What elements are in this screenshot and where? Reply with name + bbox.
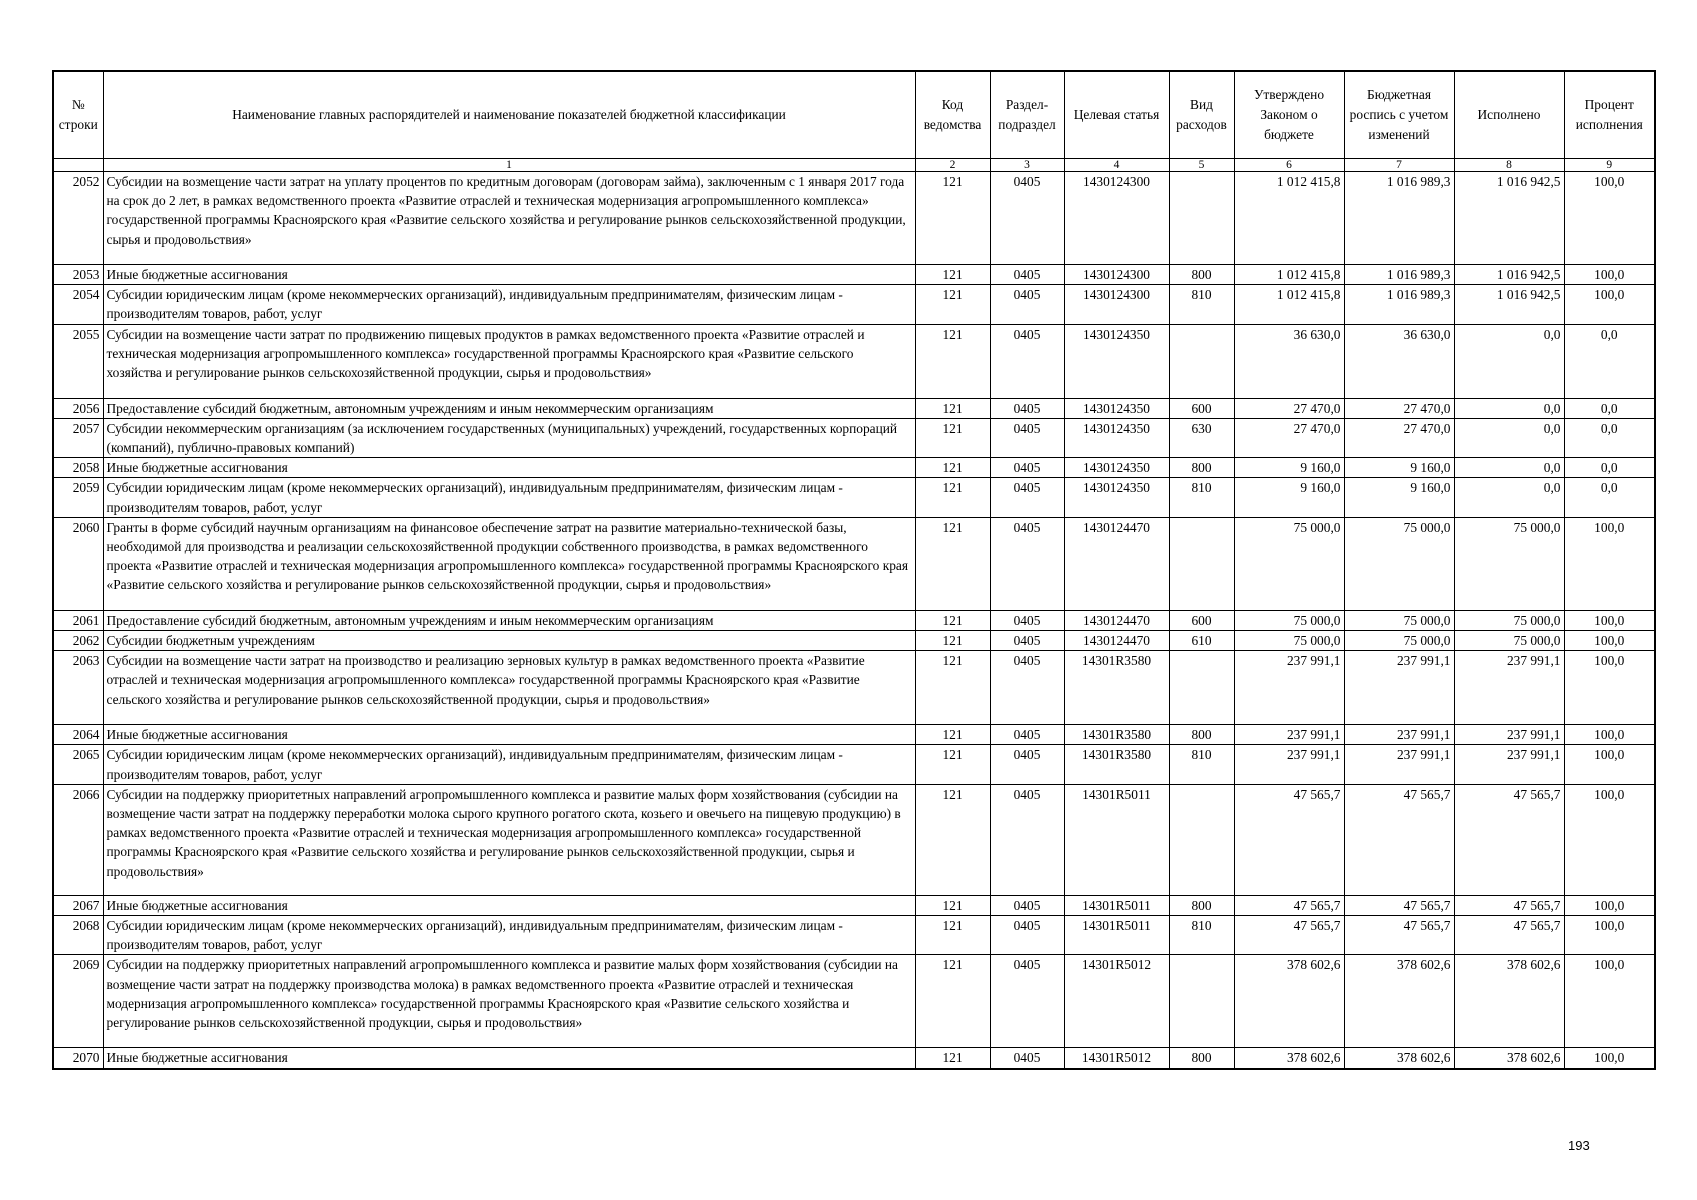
percent-cell: 100,0 <box>1564 265 1655 285</box>
dept-code-cell: 121 <box>915 517 990 610</box>
dept-code-cell: 121 <box>915 784 990 895</box>
header-row-number: № строки <box>53 71 103 159</box>
approved-cell: 378 602,6 <box>1234 955 1344 1048</box>
executed-cell: 75 000,0 <box>1454 631 1564 651</box>
approved-cell: 9 160,0 <box>1234 458 1344 478</box>
table-row <box>53 478 1655 517</box>
executed-cell: 0,0 <box>1454 324 1564 398</box>
name-cell: Иные бюджетные ассигнования <box>103 1048 915 1069</box>
expense-kind-cell: 810 <box>1169 478 1234 517</box>
header-target-article: Целевая статья <box>1064 71 1169 159</box>
row-number-cell: 2067 <box>53 895 103 915</box>
executed-cell: 1 016 942,5 <box>1454 265 1564 285</box>
row-number-cell: 2054 <box>53 285 103 324</box>
dept-code-cell: 121 <box>915 895 990 915</box>
dept-code-cell: 121 <box>915 725 990 745</box>
header-percent: Процент исполнения <box>1564 71 1655 159</box>
target-article-cell: 14301R5011 <box>1064 916 1169 955</box>
target-article-cell: 1430124470 <box>1064 610 1169 630</box>
name-cell: Иные бюджетные ассигнования <box>103 265 915 285</box>
executed-cell: 0,0 <box>1454 418 1564 457</box>
executed-cell: 0,0 <box>1454 478 1564 517</box>
approved-cell: 27 470,0 <box>1234 418 1344 457</box>
percent-cell: 0,0 <box>1564 324 1655 398</box>
executed-cell: 378 602,6 <box>1454 1048 1564 1069</box>
schedule-cell: 47 565,7 <box>1344 895 1454 915</box>
target-article-cell: 14301R5011 <box>1064 895 1169 915</box>
column-number: 6 <box>1234 159 1344 172</box>
row-number-cell: 2052 <box>53 172 103 265</box>
percent-cell: 100,0 <box>1564 784 1655 895</box>
percent-cell: 100,0 <box>1564 895 1655 915</box>
header-schedule: Бюджетная роспись с учетом изменений <box>1344 71 1454 159</box>
dept-code-cell: 121 <box>915 398 990 418</box>
schedule-cell: 47 565,7 <box>1344 916 1454 955</box>
schedule-cell: 237 991,1 <box>1344 725 1454 745</box>
section-cell: 0405 <box>990 324 1064 398</box>
approved-cell: 47 565,7 <box>1234 784 1344 895</box>
section-cell: 0405 <box>990 265 1064 285</box>
column-number: 9 <box>1564 159 1655 172</box>
section-cell: 0405 <box>990 285 1064 324</box>
percent-cell: 100,0 <box>1564 916 1655 955</box>
dept-code-cell: 121 <box>915 478 990 517</box>
percent-cell: 100,0 <box>1564 610 1655 630</box>
section-cell: 0405 <box>990 398 1064 418</box>
section-cell: 0405 <box>990 517 1064 610</box>
executed-cell: 47 565,7 <box>1454 916 1564 955</box>
executed-cell: 47 565,7 <box>1454 895 1564 915</box>
header-executed: Исполнено <box>1454 71 1564 159</box>
row-number-cell: 2070 <box>53 1048 103 1069</box>
expense-kind-cell <box>1169 172 1234 265</box>
section-cell: 0405 <box>990 651 1064 725</box>
row-number-cell: 2058 <box>53 458 103 478</box>
schedule-cell: 75 000,0 <box>1344 517 1454 610</box>
name-cell: Предоставление субсидий бюджетным, автономным учреждениям и иным некоммерческим организациям <box>103 610 915 630</box>
row-number-cell: 2069 <box>53 955 103 1048</box>
dept-code-cell: 121 <box>915 916 990 955</box>
target-article-cell: 1430124350 <box>1064 398 1169 418</box>
target-article-cell: 14301R3580 <box>1064 725 1169 745</box>
budget-table <box>52 70 1656 1070</box>
table-row <box>53 631 1655 651</box>
executed-cell: 0,0 <box>1454 398 1564 418</box>
target-article-cell: 1430124470 <box>1064 517 1169 610</box>
target-article-cell: 14301R5012 <box>1064 955 1169 1048</box>
schedule-cell: 27 470,0 <box>1344 418 1454 457</box>
section-cell: 0405 <box>990 745 1064 784</box>
name-cell: Иные бюджетные ассигнования <box>103 725 915 745</box>
name-cell: Субсидии на поддержку приоритетных направлений агропромышленного комплекса и развитие малых форм хозяйствования (субсидии на возмещение части затрат на поддержку переработки молока сырого крупного рогатого скота, козьего и овечьего на пищевую продукцию) в рамках ведомственного проекта «Развитие отраслей и техническая модернизация агропромышленного комплекса» государственной программы Красноярского края «Развитие сельского хозяйства и регулирование рынков сельскохозяйственной продукции, сырья и продовольствия» <box>103 784 915 895</box>
column-number: 8 <box>1454 159 1564 172</box>
expense-kind-cell: 810 <box>1169 285 1234 324</box>
column-number: 3 <box>990 159 1064 172</box>
row-number-cell: 2064 <box>53 725 103 745</box>
dept-code-cell: 121 <box>915 745 990 784</box>
expense-kind-cell <box>1169 651 1234 725</box>
section-cell: 0405 <box>990 418 1064 457</box>
expense-kind-cell: 600 <box>1169 398 1234 418</box>
approved-cell: 75 000,0 <box>1234 517 1344 610</box>
header-name: Наименование главных распорядителей и наименование показателей бюджетной классификации <box>103 71 915 159</box>
executed-cell: 237 991,1 <box>1454 725 1564 745</box>
column-number: 2 <box>915 159 990 172</box>
name-cell: Субсидии на возмещение части затрат на производство и реализацию зерновых культур в рамках ведомственного проекта «Развитие отраслей и техническая модернизация агропромышленного комплекса» государственной программы Красноярского края «Развитие сельского хозяйства и регулирование рынков сельскохозяйственной продукции, сырья и продовольствия» <box>103 651 915 725</box>
table-row <box>53 745 1655 784</box>
schedule-cell: 36 630,0 <box>1344 324 1454 398</box>
table-row <box>53 651 1655 725</box>
page-number: 193 <box>1568 1138 1590 1153</box>
table-row <box>53 398 1655 418</box>
section-cell: 0405 <box>990 784 1064 895</box>
percent-cell: 100,0 <box>1564 725 1655 745</box>
schedule-cell: 1 016 989,3 <box>1344 285 1454 324</box>
section-cell: 0405 <box>990 725 1064 745</box>
header-approved: Утверждено Законом о бюджете <box>1234 71 1344 159</box>
expense-kind-cell: 800 <box>1169 458 1234 478</box>
table-row <box>53 1048 1655 1069</box>
percent-cell: 100,0 <box>1564 172 1655 265</box>
row-number-cell: 2057 <box>53 418 103 457</box>
table-row <box>53 725 1655 745</box>
name-cell: Субсидии на возмещение части затрат по продвижению пищевых продуктов в рамках ведомственного проекта «Развитие отраслей и техническая модернизация агропромышленного комплекса» государственной программы Красноярского края «Развитие сельского хозяйства и регулирование рынков сельскохозяйственной продукции, сырья и продовольствия» <box>103 324 915 398</box>
expense-kind-cell <box>1169 324 1234 398</box>
name-cell: Субсидии на возмещение части затрат на уплату процентов по кредитным договорам (договорам займа), заключенным с 1 января 2017 года на срок до 2 лет, в рамках ведомственного проекта «Развитие отраслей и техническая модернизация агропромышленного комплекса» государственной программы Красноярского края «Развитие сельского хозяйства и регулирование рынков сельскохозяйственной продукции, сырья и продовольствия» <box>103 172 915 265</box>
table-row <box>53 265 1655 285</box>
name-cell: Субсидии некоммерческим организациям (за исключением государственных (муниципальных) учреждений, государственных корпораций (компаний), публично-правовых компаний) <box>103 418 915 457</box>
expense-kind-cell <box>1169 784 1234 895</box>
executed-cell: 75 000,0 <box>1454 517 1564 610</box>
dept-code-cell: 121 <box>915 324 990 398</box>
section-cell: 0405 <box>990 631 1064 651</box>
schedule-cell: 9 160,0 <box>1344 478 1454 517</box>
percent-cell: 100,0 <box>1564 1048 1655 1069</box>
target-article-cell: 14301R5011 <box>1064 784 1169 895</box>
dept-code-cell: 121 <box>915 458 990 478</box>
row-number-cell: 2062 <box>53 631 103 651</box>
executed-cell: 1 016 942,5 <box>1454 172 1564 265</box>
target-article-cell: 14301R3580 <box>1064 651 1169 725</box>
target-article-cell: 1430124350 <box>1064 418 1169 457</box>
dept-code-cell: 121 <box>915 631 990 651</box>
header-row <box>53 71 1655 159</box>
percent-cell: 0,0 <box>1564 398 1655 418</box>
target-article-cell: 1430124350 <box>1064 478 1169 517</box>
percent-cell: 0,0 <box>1564 478 1655 517</box>
expense-kind-cell: 600 <box>1169 610 1234 630</box>
target-article-cell: 1430124350 <box>1064 458 1169 478</box>
approved-cell: 9 160,0 <box>1234 478 1344 517</box>
table-row <box>53 517 1655 610</box>
table-row <box>53 895 1655 915</box>
target-article-cell: 1430124300 <box>1064 285 1169 324</box>
schedule-cell: 237 991,1 <box>1344 651 1454 725</box>
schedule-cell: 75 000,0 <box>1344 631 1454 651</box>
target-article-cell: 14301R3580 <box>1064 745 1169 784</box>
name-cell: Предоставление субсидий бюджетным, автономным учреждениям и иным некоммерческим организациям <box>103 398 915 418</box>
row-number-cell: 2056 <box>53 398 103 418</box>
row-number-cell: 2063 <box>53 651 103 725</box>
name-cell: Субсидии юридическим лицам (кроме некоммерческих организаций), индивидуальным предпринимателям, физическим лицам - производителям товаров, работ, услуг <box>103 745 915 784</box>
section-cell: 0405 <box>990 458 1064 478</box>
column-number-row <box>53 159 1655 172</box>
name-cell: Субсидии юридическим лицам (кроме некоммерческих организаций), индивидуальным предпринимателям, физическим лицам - производителям товаров, работ, услуг <box>103 478 915 517</box>
approved-cell: 75 000,0 <box>1234 610 1344 630</box>
schedule-cell: 75 000,0 <box>1344 610 1454 630</box>
target-article-cell: 1430124300 <box>1064 265 1169 285</box>
name-cell: Гранты в форме субсидий научным организациям на финансовое обеспечение затрат на развитие материально-технической базы, необходимой для производства и реализации сельскохозяйственной продукции собственного производства, в рамках ведомственного проекта «Развитие отраслей и техническая модернизация агропромышленного комплекса» государственной программы Красноярского края «Развитие сельского хозяйства и регулирование рынков сельскохозяйственной продукции, сырья и продовольствия» <box>103 517 915 610</box>
percent-cell: 100,0 <box>1564 651 1655 725</box>
executed-cell: 378 602,6 <box>1454 955 1564 1048</box>
table-row <box>53 610 1655 630</box>
target-article-cell: 1430124300 <box>1064 172 1169 265</box>
name-cell: Субсидии юридическим лицам (кроме некоммерческих организаций), индивидуальным предпринимателям, физическим лицам - производителям товаров, работ, услуг <box>103 916 915 955</box>
expense-kind-cell: 810 <box>1169 916 1234 955</box>
executed-cell: 0,0 <box>1454 458 1564 478</box>
row-number-cell: 2055 <box>53 324 103 398</box>
expense-kind-cell: 630 <box>1169 418 1234 457</box>
expense-kind-cell: 810 <box>1169 745 1234 784</box>
dept-code-cell: 121 <box>915 651 990 725</box>
percent-cell: 100,0 <box>1564 631 1655 651</box>
expense-kind-cell: 800 <box>1169 895 1234 915</box>
executed-cell: 237 991,1 <box>1454 745 1564 784</box>
approved-cell: 237 991,1 <box>1234 745 1344 784</box>
executed-cell: 1 016 942,5 <box>1454 285 1564 324</box>
section-cell: 0405 <box>990 478 1064 517</box>
approved-cell: 1 012 415,8 <box>1234 285 1344 324</box>
schedule-cell: 1 016 989,3 <box>1344 172 1454 265</box>
name-cell: Субсидии бюджетным учреждениям <box>103 631 915 651</box>
row-number-cell: 2059 <box>53 478 103 517</box>
approved-cell: 47 565,7 <box>1234 895 1344 915</box>
table-row <box>53 324 1655 398</box>
schedule-cell: 9 160,0 <box>1344 458 1454 478</box>
row-number-cell: 2065 <box>53 745 103 784</box>
dept-code-cell: 121 <box>915 285 990 324</box>
approved-cell: 1 012 415,8 <box>1234 172 1344 265</box>
column-number: 1 <box>103 159 915 172</box>
name-cell: Субсидии юридическим лицам (кроме некоммерческих организаций), индивидуальным предпринимателям, физическим лицам - производителям товаров, работ, услуг <box>103 285 915 324</box>
approved-cell: 47 565,7 <box>1234 916 1344 955</box>
executed-cell: 47 565,7 <box>1454 784 1564 895</box>
section-cell: 0405 <box>990 955 1064 1048</box>
header-expense-kind: Вид расходов <box>1169 71 1234 159</box>
section-cell: 0405 <box>990 610 1064 630</box>
target-article-cell: 1430124470 <box>1064 631 1169 651</box>
column-number: 4 <box>1064 159 1169 172</box>
expense-kind-cell <box>1169 517 1234 610</box>
approved-cell: 237 991,1 <box>1234 651 1344 725</box>
expense-kind-cell: 610 <box>1169 631 1234 651</box>
approved-cell: 237 991,1 <box>1234 725 1344 745</box>
row-number-cell: 2053 <box>53 265 103 285</box>
section-cell: 0405 <box>990 1048 1064 1069</box>
dept-code-cell: 121 <box>915 955 990 1048</box>
table-row <box>53 458 1655 478</box>
table-row <box>53 916 1655 955</box>
approved-cell: 27 470,0 <box>1234 398 1344 418</box>
schedule-cell: 47 565,7 <box>1344 784 1454 895</box>
percent-cell: 0,0 <box>1564 418 1655 457</box>
dept-code-cell: 121 <box>915 610 990 630</box>
table-row <box>53 285 1655 324</box>
approved-cell: 75 000,0 <box>1234 631 1344 651</box>
row-number-cell: 2060 <box>53 517 103 610</box>
header-section: Раздел-подраздел <box>990 71 1064 159</box>
name-cell: Иные бюджетные ассигнования <box>103 458 915 478</box>
expense-kind-cell: 800 <box>1169 265 1234 285</box>
column-number: 7 <box>1344 159 1454 172</box>
percent-cell: 100,0 <box>1564 955 1655 1048</box>
row-number-cell: 2068 <box>53 916 103 955</box>
table-body <box>53 172 1655 1069</box>
dept-code-cell: 121 <box>915 418 990 457</box>
expense-kind-cell: 800 <box>1169 1048 1234 1069</box>
section-cell: 0405 <box>990 172 1064 265</box>
percent-cell: 100,0 <box>1564 285 1655 324</box>
section-cell: 0405 <box>990 895 1064 915</box>
column-number: 5 <box>1169 159 1234 172</box>
expense-kind-cell <box>1169 955 1234 1048</box>
percent-cell: 100,0 <box>1564 517 1655 610</box>
table-row <box>53 418 1655 457</box>
column-number <box>53 159 103 172</box>
target-article-cell: 14301R5012 <box>1064 1048 1169 1069</box>
header-dept-code: Код ведомства <box>915 71 990 159</box>
name-cell: Иные бюджетные ассигнования <box>103 895 915 915</box>
table-row <box>53 172 1655 265</box>
approved-cell: 36 630,0 <box>1234 324 1344 398</box>
section-cell: 0405 <box>990 916 1064 955</box>
schedule-cell: 1 016 989,3 <box>1344 265 1454 285</box>
dept-code-cell: 121 <box>915 172 990 265</box>
approved-cell: 1 012 415,8 <box>1234 265 1344 285</box>
row-number-cell: 2066 <box>53 784 103 895</box>
dept-code-cell: 121 <box>915 1048 990 1069</box>
schedule-cell: 378 602,6 <box>1344 955 1454 1048</box>
approved-cell: 378 602,6 <box>1234 1048 1344 1069</box>
executed-cell: 75 000,0 <box>1454 610 1564 630</box>
percent-cell: 0,0 <box>1564 458 1655 478</box>
executed-cell: 237 991,1 <box>1454 651 1564 725</box>
percent-cell: 100,0 <box>1564 745 1655 784</box>
dept-code-cell: 121 <box>915 265 990 285</box>
row-number-cell: 2061 <box>53 610 103 630</box>
name-cell: Субсидии на поддержку приоритетных направлений агропромышленного комплекса и развитие малых форм хозяйствования (субсидии на возмещение части затрат на поддержку производства молока) в рамках ведомственного проекта «Развитие отраслей и техническая модернизация агропромышленного комплекса» государственной программы Красноярского края «Развитие сельского хозяйства и регулирование рынков сельскохозяйственной продукции, сырья и продовольствия» <box>103 955 915 1048</box>
schedule-cell: 27 470,0 <box>1344 398 1454 418</box>
expense-kind-cell: 800 <box>1169 725 1234 745</box>
table-row <box>53 955 1655 1048</box>
table-row <box>53 784 1655 895</box>
schedule-cell: 237 991,1 <box>1344 745 1454 784</box>
schedule-cell: 378 602,6 <box>1344 1048 1454 1069</box>
target-article-cell: 1430124350 <box>1064 324 1169 398</box>
